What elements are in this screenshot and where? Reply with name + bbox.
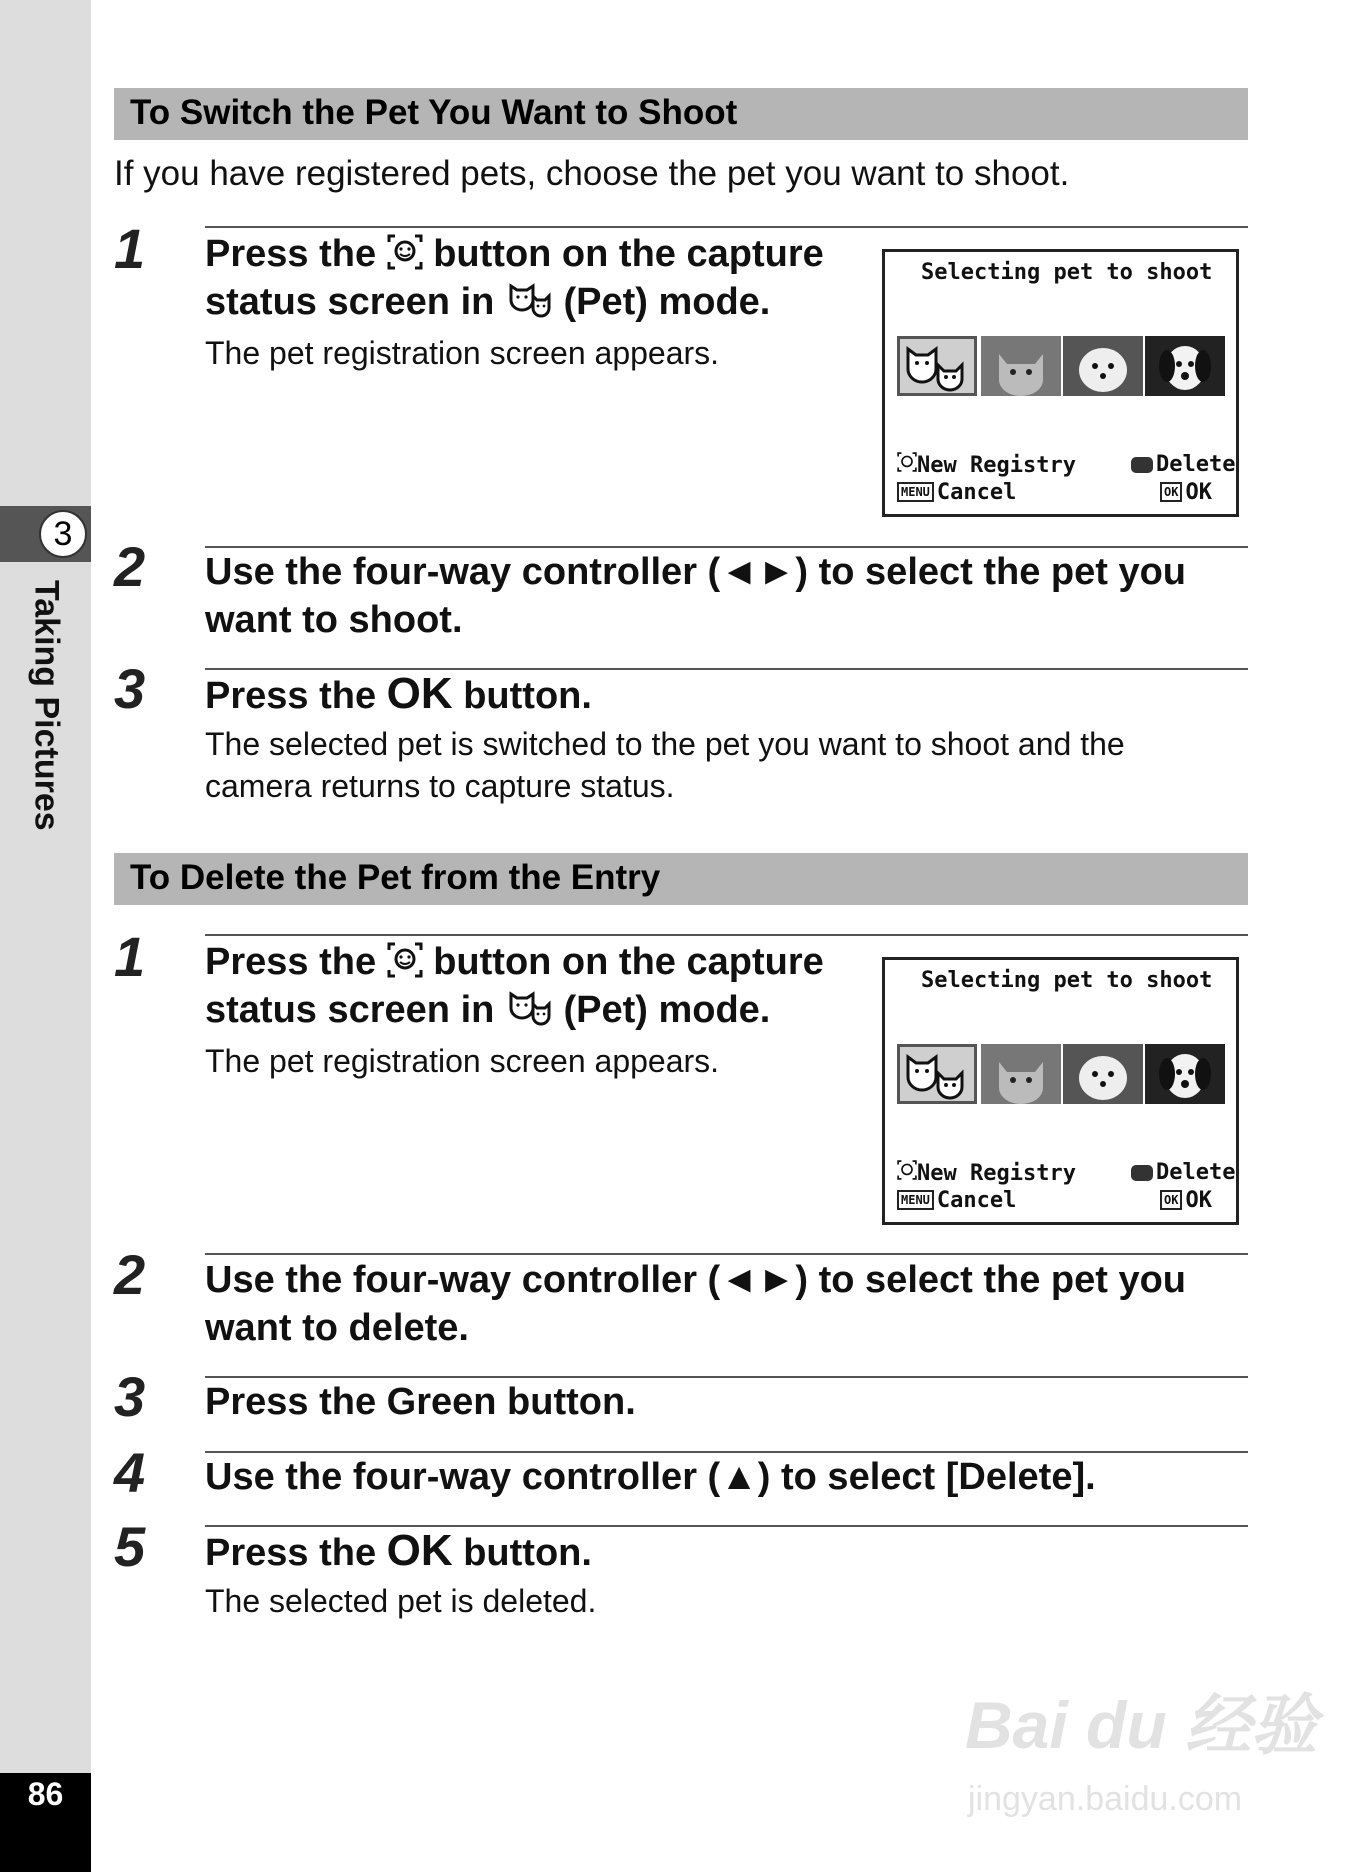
step-title-part: status screen in: [205, 989, 505, 1031]
step-number: 5: [114, 1515, 146, 1578]
ok-key-icon: OK: [1160, 1190, 1182, 1210]
new-registry-label: New Registry: [917, 453, 1076, 478]
step-title-line: Use the four-way controller (◄►) to select the pet you: [205, 1259, 1187, 1301]
step-description-line: The selected pet is switched to the pet you want to shoot and the: [205, 726, 1125, 762]
section-heading-text: To Delete the Pet from the Entry: [130, 858, 661, 897]
step-description-line: camera returns to capture status.: [205, 768, 675, 804]
pet-thumb-cat: [981, 1044, 1061, 1104]
step-divider: [205, 1253, 1248, 1255]
step-number: 1: [114, 217, 146, 280]
section-heading-text: To Switch the Pet You Want to Shoot: [130, 93, 738, 132]
face-detect-icon: [897, 1160, 917, 1180]
step-number: 2: [114, 535, 146, 598]
ok-label: OK: [1185, 1188, 1212, 1213]
chapter-number: 3: [39, 510, 87, 558]
green-button-icon: [1131, 457, 1153, 473]
step-number: 1: [114, 925, 146, 988]
step-number: 3: [114, 657, 146, 720]
delete-label: Delete: [1156, 452, 1236, 477]
step-title-part: Press the: [205, 941, 387, 983]
step-title: [205, 230, 824, 326]
menu-key-icon: MENU: [897, 482, 934, 502]
chapter-title: Taking Pictures: [27, 580, 66, 831]
new-registry-label: New Registry: [917, 1161, 1076, 1186]
step-title-part: Press the: [205, 675, 387, 717]
step-description: The pet registration screen appears.: [205, 1043, 720, 1079]
camera-screen-preview: [882, 957, 1239, 1225]
step-title: Press the Green button.: [205, 1381, 636, 1423]
ok-line: [1160, 480, 1212, 505]
ok-button-glyph: OK: [386, 1526, 453, 1575]
step-title-part: button.: [452, 1532, 592, 1574]
pet-thumb-dalmatian: [1145, 1044, 1225, 1104]
cancel-line: [897, 1188, 1016, 1213]
cancel-label: Cancel: [936, 1188, 1017, 1213]
pet-thumb-white-dog: [1063, 336, 1143, 396]
step-title-line: Use the four-way controller (◄►) to select the pet you: [205, 551, 1187, 593]
ok-button-glyph: OK: [386, 669, 453, 718]
screen-title: Selecting pet to shoot: [921, 968, 1213, 993]
menu-key-icon: MENU: [897, 1190, 934, 1210]
step-title: [205, 1256, 1186, 1352]
step-title-part: button.: [452, 675, 592, 717]
step-title-part: status screen in: [205, 281, 505, 323]
step-title-part: button on the capture: [422, 233, 824, 275]
step-title: [205, 938, 824, 1034]
ok-line: [1160, 1188, 1212, 1213]
pet-thumb-dog-cat-icon: [897, 1044, 977, 1104]
baidu-watermark: Bai du 经验: [965, 1688, 1318, 1762]
pet-mode-icon: [505, 280, 553, 318]
step-divider: [205, 934, 1248, 936]
step-title: [205, 670, 592, 720]
step-number: 2: [114, 1243, 146, 1306]
new-registry-line: [897, 452, 1076, 478]
step-title-part: button on the capture: [422, 941, 824, 983]
step-description: The pet registration screen appears.: [205, 335, 720, 371]
step-title-part: (Pet) mode.: [552, 281, 771, 323]
pet-mode-icon: [505, 988, 553, 1026]
face-detect-icon: [387, 942, 423, 978]
step-title-line: want to delete.: [205, 1307, 469, 1349]
step-title-part: Press the: [205, 1532, 387, 1574]
page-number: 86: [27, 1776, 64, 1812]
step-number: 3: [114, 1365, 146, 1428]
step-divider: [205, 226, 1248, 228]
cancel-label: Cancel: [936, 480, 1017, 505]
new-registry-line: [897, 1160, 1076, 1186]
pet-thumb-white-dog: [1063, 1044, 1143, 1104]
step-title-part: (Pet) mode.: [552, 989, 771, 1031]
delete-line: [1131, 1160, 1235, 1185]
screen-title: Selecting pet to shoot: [921, 260, 1213, 285]
step-description: The selected pet is deleted.: [205, 1583, 597, 1619]
delete-line: [1131, 452, 1235, 477]
step-title-line: want to shoot.: [205, 599, 463, 641]
intro-text: If you have registered pets, choose the pet you want to shoot.: [114, 154, 1070, 193]
delete-label: Delete: [1156, 1160, 1236, 1185]
section-heading-delete-pet: [114, 853, 1248, 905]
face-detect-icon: [897, 452, 917, 472]
step-number: 4: [114, 1441, 146, 1504]
step-title: [205, 1527, 592, 1577]
step-title-part: Press the: [205, 233, 387, 275]
step-title: [205, 548, 1186, 644]
cancel-line: [897, 480, 1016, 505]
green-button-icon: [1131, 1165, 1153, 1181]
pet-thumb-dog-cat-icon: [897, 336, 977, 396]
step-description: [205, 723, 1125, 807]
step-title: Use the four-way controller (▲) to select [Delete].: [205, 1456, 1096, 1498]
section-heading-switch-pet: [114, 88, 1248, 140]
ok-label: OK: [1185, 480, 1212, 505]
pet-thumb-dalmatian: [1145, 336, 1225, 396]
face-detect-icon: [387, 234, 423, 270]
camera-screen-preview: [882, 249, 1239, 517]
pet-thumb-cat: [981, 336, 1061, 396]
baidu-watermark-url: jingyan.baidu.com: [968, 1780, 1243, 1818]
ok-key-icon: OK: [1160, 482, 1182, 502]
